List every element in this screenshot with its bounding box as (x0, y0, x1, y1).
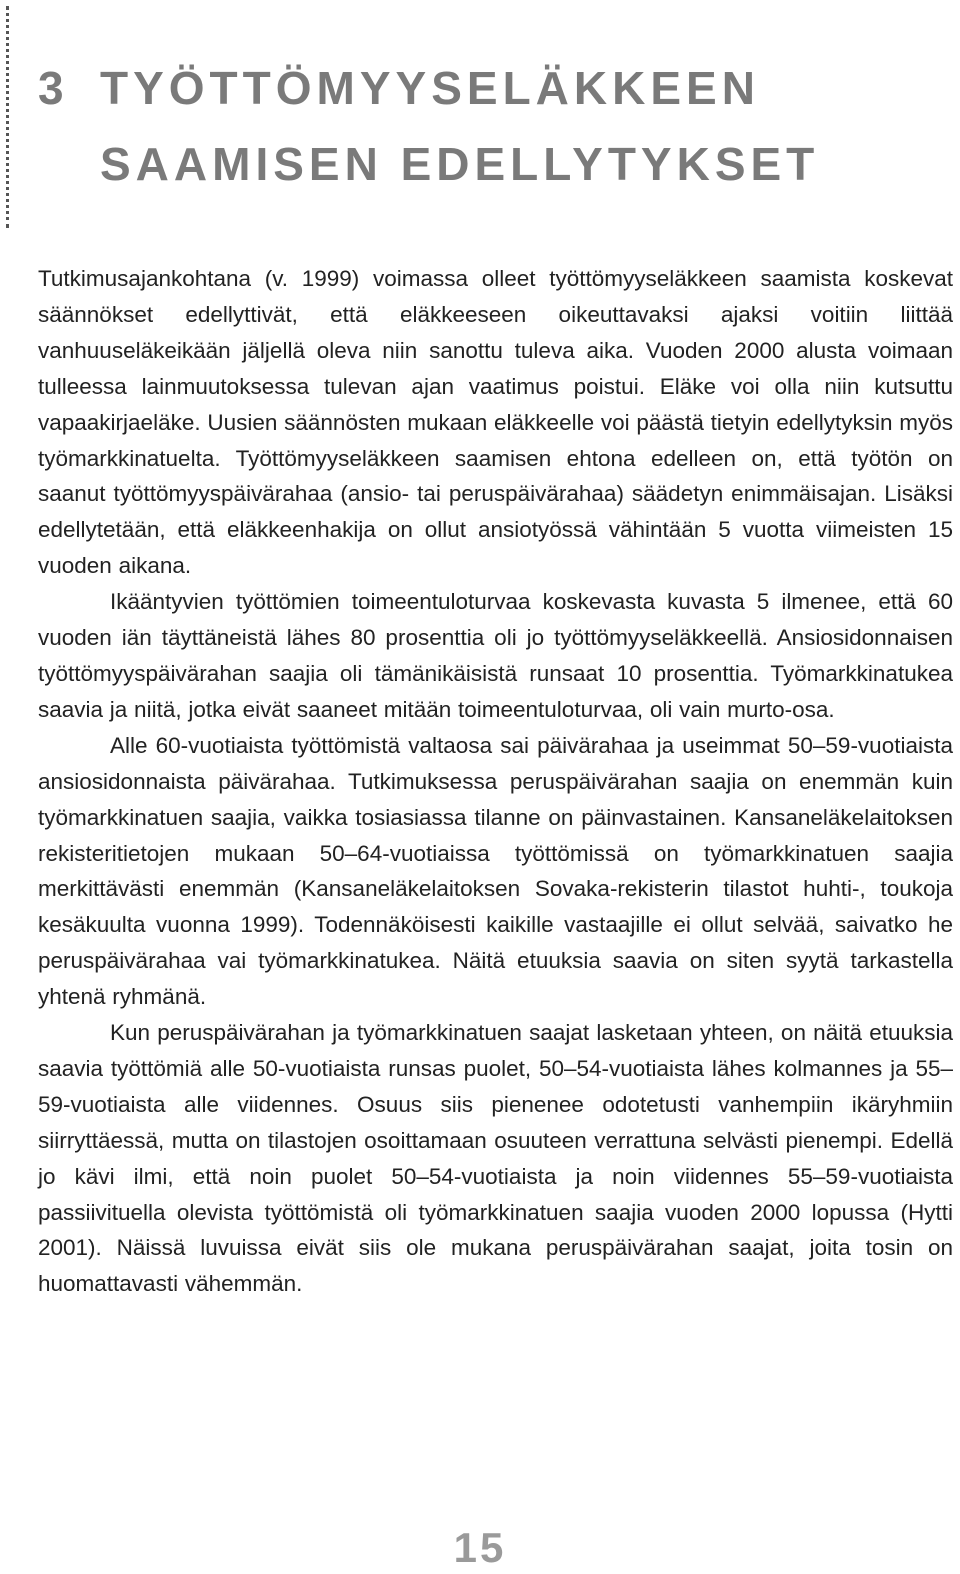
chapter-heading (38, 50, 819, 202)
binding-edge-marks (6, 6, 9, 228)
chapter-title-line2: SAAMISEN EDELLYTYKSET (100, 138, 820, 190)
paragraph-2: Ikääntyvien työttömien toimeentuloturvaa koskevasta kuvasta 5 ilmenee, että 60 vuoden iän täyttäneistä lähes 80 prosenttia oli jo työttömyyseläkkeellä. Ansiosidonnaisen työttömyyspäivärahan saajia oli tämänikäisistä runsaat 10 prosenttia. Työmarkkinatukea saavia ja niitä, jotka eivät saaneet mitään toimeentuloturvaa, oli vain murto-osa. (38, 589, 953, 722)
paragraph-3: Alle 60-vuotiaista työttömistä valtaosa sai päivärahaa ja useimmat 50–59-vuotiaista ansiosidonnaista päivärahaa. Tutkimuksessa peruspäivärahan saajia on enemmän kuin työmarkkinatuen saajia, vaikka tosiasiassa tilanne on päinvastainen. Kansaneläkelaitoksen rekisteritietojen mukaan 50–64-vuotiaissa työttömissä on työmarkkinatuen saajia merkittävästi enemmän (Kansaneläkelaitoksen Sovaka-rekisterin tilastot huhti-, toukoja kesäkuulta vuonna 1999). Todennäköisesti kaikille vastaajille ei ollut selvää, saivatko he peruspäivärahaa vai työmarkkinatukea. Näitä etuuksia saavia on siten syytä tarkastella yhtenä ryhmänä. (38, 732, 953, 1010)
chapter-number: 3 (38, 62, 69, 114)
paragraph-4: Kun peruspäivärahan ja työmarkkinatuen saajat lasketaan yhteen, on näitä etuuksia saavia työttömiä alle 50-vuotiaista runsas puolet, 50–54-vuotiaista lähes kolmannes ja 55–59-vuotiaista alle viidennes. Osuus siis pienenee odotetusti vanhempiin ikäryhmiin siirryttäessä, mutta on tilastojen osoittamaan osuuteen verrattuna selvästi pienempi. Edellä jo kävi ilmi, että noin puolet 50–54-vuotiaista ja noin viidennes 55–59-vuotiaista passiivituella olevista työttömistä oli työmarkkinatuen saajia vuoden 2000 lopussa (Hytti 2001). Näissä luvuissa eivät siis ole mukana peruspäivärahan saajat, joita tosin on huomattavasti vähemmän. (38, 1020, 953, 1297)
chapter-title-line1: TYÖTTÖMYYSELÄKKEEN (100, 62, 760, 114)
chapter-heading-line1 (38, 50, 819, 126)
paragraph-1: Tutkimusajankohtana (v. 1999) voimassa olleet työttömyyseläkkeen saamista koskevat säännökset edellyttivät, että eläkkeeseen oikeuttavaksi ajaksi voitiin liittää vanhuuseläkeikään jäljellä oleva niin sanottu tuleva aika. Vuoden 2000 alusta voimaan tulleessa lainmuutoksessa tulevan ajan vaatimus poistui. Eläke voi olla niin kutsuttu vapaakirjaeläke. Uusien säännösten mukaan eläkkeelle voi päästä tietyin edellytyksin myös työmarkkinatuelta. Työttömyyseläkkeen saamisen ehtona edelleen on, että työtön on saanut työttömyyspäivärahaa (ansio- tai peruspäivärahaa) säädetyn enimmäisajan. Lisäksi edellytetään, että eläkkeenhakija on ollut ansiotyössä vähintään 5 vuotta viimeisten 15 vuoden aikana. (38, 266, 954, 579)
page-number: 15 (453, 1524, 507, 1571)
body-text (38, 261, 953, 1302)
